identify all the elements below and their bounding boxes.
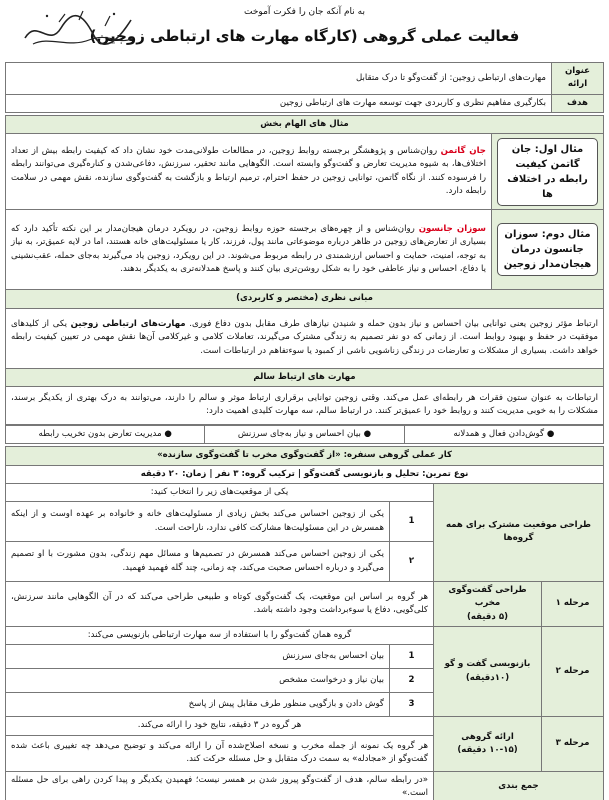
bullet-icon: ● <box>360 428 372 439</box>
bullet-icon: ● <box>161 428 172 439</box>
option2-text: یکی از زوجین احساس می‌کند همسرش در تصمیم‌ها و مسائل مهم زندگی، بدون مشورت با او تصمیم می‌گیرد و درباره احساس صحبت می‌کند، چه زمانی، چند گله فهمید فهمید. <box>6 542 390 582</box>
common-situation-label: طراحی موقعیت مشترک برای همه گروه‌ها <box>434 483 604 581</box>
theory-text-bold: مهارت‌های ارتباطی زوجین <box>70 319 186 330</box>
stage2-title-cell <box>434 627 542 717</box>
presentation-title-label: عنوان ارائه <box>552 63 604 95</box>
workshop-subtitle: نوع تمرین: تحلیل و بازنویسی گفت‌وگو | ترکیب گروه: ۳ نفر | زمان: ۲۰ دقیقه <box>6 465 604 483</box>
examples-section-title: مثال های الهام بخش <box>6 115 604 133</box>
stage3-title: ارائه گروهی <box>461 731 514 742</box>
goal-label: هدف <box>552 94 604 112</box>
example1-label-cell <box>492 134 604 210</box>
option1-number: 1 <box>390 502 434 542</box>
step2-text: بیان نیاز و درخواست مشخص <box>6 669 390 693</box>
theory-text-a: ارتباط مؤثر زوجین یعنی توانایی بیان احساس و نیاز بدون حمله و شنیدن نیازهای طرف مقابل بدون دفاع فوری. <box>185 319 599 330</box>
stage1-text: هر گروه بر اساس این موقعیت، یک گفت‌وگوی کوتاه و طبیعی طراحی می‌کند که در آن الگوهایی مانند سرزنش، کلی‌گویی، دفاع یا سوءبرداشت وجود داشته باشد. <box>6 582 434 627</box>
intro-table <box>5 62 604 113</box>
workshop-table <box>5 446 604 800</box>
skill-item-conflict: ● مدیریت تعارض بدون تخریب رابطه <box>6 425 205 443</box>
example1-text: روان‌شناس و پژوهشگر برجسته روابط زوجین، در مطالعات طولانی‌مدت خود نشان داد که کیفیت رابطه بیش از تعداد اختلاف‌ها، به شیوه مدیریت تعارض و گفت‌وگو وابسته است. الگوهایی مانند تحقیر، سرزنش، دفاعی‌شدن و کناره‌گیری می‌توانند رابطه را فرسوده کنند. از نگاه گاتمن، توانایی زوجین در حفظ احترام، ترمیم ارتباط و بازگشت به گفت‌وگوی سازنده، نقش مهمی در سلامت رابطه دارد. <box>11 146 486 197</box>
step1-text: بیان احساس به‌جای سرزنش <box>6 645 390 669</box>
step1-number: 1 <box>390 645 434 669</box>
goal-value: بکارگیری مفاهیم نظری و کاربردی جهت توسعه مهارت های ارتباطی زوجین <box>6 94 552 112</box>
stage3-label: مرحله ۳ <box>542 717 604 771</box>
stage2-title: بازنویسی گفت و گو <box>444 659 531 670</box>
example2-name: سوزان جانسون <box>418 224 486 235</box>
bullet-icon: ● <box>544 428 555 439</box>
stage3-title-cell <box>434 717 542 771</box>
stage2-label: مرحله ۲ <box>542 627 604 717</box>
step3-number: 3 <box>390 693 434 717</box>
skill-item-listening: ● گوش‌دادن فعال و همدلانه <box>404 425 603 443</box>
stage2-intro: گروه همان گفت‌وگو را با استفاده از سه مهارت ارتباطی بازنویسی می‌کند: <box>6 627 434 645</box>
example2-label: مثال دوم: سوزان جانسون درمان هیجان‌مدار زوجین <box>497 223 598 276</box>
skills-list-table <box>5 425 604 444</box>
example2-label-cell <box>492 210 604 290</box>
step2-number: 2 <box>390 669 434 693</box>
stage1-label: مرحله ۱ <box>542 582 604 627</box>
bismillah-line: به نام آنکه جان را فکرت آموخت <box>244 7 365 17</box>
step3-text: گوش دادن و بازگویی منظور طرف مقابل پیش از پاسخ <box>6 693 390 717</box>
stage3-text-b: هر گروه یک نمونه از جمله مخرب و نسخه اصلاح‌شده آن را ارائه می‌کند و توضیح می‌دهد چه تغییری باعث شده گفت‌وگو از «مجادله» به سمت درک متقابل و حل مسئله حرکت کند. <box>6 735 434 771</box>
example2-body <box>6 210 492 290</box>
example1-body <box>6 134 492 210</box>
examples-table <box>5 115 604 425</box>
stage3-text-a: هر گروه در ۳ دقیقه، نتایج خود را ارائه می‌کند. <box>6 717 434 735</box>
theory-text-b: یکی از کلیدهای موفقیت در حفظ و بهبود روابط است. از زمانی که دو نفر تصمیم به زندگی مشترک می‌گیرند، تعاملات کلامی و غیرکلامی آن‌ها نقش مهمی در تعیین کیفیت رابطه خواهد داشت. بسیاری از مشکلات و تعارضات در زندگی زناشویی ناشی از کمبود یا سوءتفاهم در ارتباطات است. <box>11 319 598 356</box>
conclusion-text: «در رابطه سالم، هدف از گفت‌وگو پیروز شدن بر همسر نیست؛ فهمیدن یکدیگر و پیدا کردن راهی برای حل مسئله است.» <box>6 771 434 800</box>
stage1-duration: (۵ دقیقه) <box>466 611 509 622</box>
workshop-title: کار عملی گروهی سنفره: «از گفت‌وگوی مخرب تا گفت‌وگوی سازنده» <box>6 447 604 465</box>
option1-text: یکی از زوجین احساس می‌کند بخش زیادی از مسئولیت‌های خانه و خانواده بر عهده اوست و از اینکه همسرش در این مسئولیت‌ها مشارکت کافی ندارد، ناراحت است. <box>6 502 390 542</box>
skills-section-title: مهارت های ارتباط سالم <box>6 368 604 386</box>
theory-body <box>6 308 604 368</box>
stage1-title-cell <box>434 582 542 627</box>
example1-label: مثال اول: جان گاتمن کیفیت رابطه در اختلاف ها <box>497 138 598 206</box>
stage1-title: طراحی گفت‌وگوی مخرب <box>448 585 527 609</box>
skill-item-expression: ● بیان احساس و نیاز به‌جای سرزنش <box>205 425 404 443</box>
common-situation-intro: یکی از موقعیت‌های زیر را انتخاب کنید: <box>6 483 434 501</box>
presentation-title-value: مهارت‌های ارتباطی زوجین: از گفت‌وگو تا درک متقابل <box>6 63 552 95</box>
option2-number: ۲ <box>390 542 434 582</box>
stage2-duration: (۱۰دقیقه) <box>465 672 510 683</box>
example2-text: روان‌شناس و از چهره‌های برجسته حوزه روابط زوجین، در رویکرد درمان هیجان‌مدار بر این نکته تأکید دارد که بسیاری از تعارض‌های زوجین در ظاهر درباره موضوعاتی مانند پول، فرزند، کار یا مسئولیت‌های خانه هستند، اما در لایه عمیق‌تر، به نیاز به توجه، امنیت، حمایت و احساس ارزشمندی در رابطه مربوط می‌شوند. در این رویکرد، زوجین یاد می‌گیرند به‌جای حمله، عقب‌نشینی یا دفاع، احساس و نیاز عاطفی خود را به شکل روشن‌تری بیان کنند و پاسخ همدلانه‌تری به یکدیگر بدهند. <box>11 224 486 275</box>
page-title: فعالیت عملی گروهی (کارگاه مهارت های ارتباطی زوجین) <box>89 27 520 45</box>
stage3-duration: (۱۰-۱۵ دقیقه) <box>457 745 518 756</box>
skills-body: ارتباطات به عنوان ستون فقرات هر رابطه‌ای عمل می‌کند. وقتی زوجین توانایی برقراری ارتباط موثر و سالم را دارند، می‌توانند به درک بهتری از یکدیگر برسند، مشکلات را به خوبی مدیریت کنند و روابط خود را عمیق‌تر کنند. در ارتباط سالم، سه مهارت کلیدی اهمیت دارد: <box>6 386 604 424</box>
example1-name: جان گاتمن <box>440 146 486 157</box>
conclusion-label: جمع بندی <box>434 771 604 800</box>
signature-logo <box>19 8 139 52</box>
theory-section-title: مبانی نظری (مختصر و کاربردی) <box>6 290 604 308</box>
page-header <box>5 4 604 62</box>
